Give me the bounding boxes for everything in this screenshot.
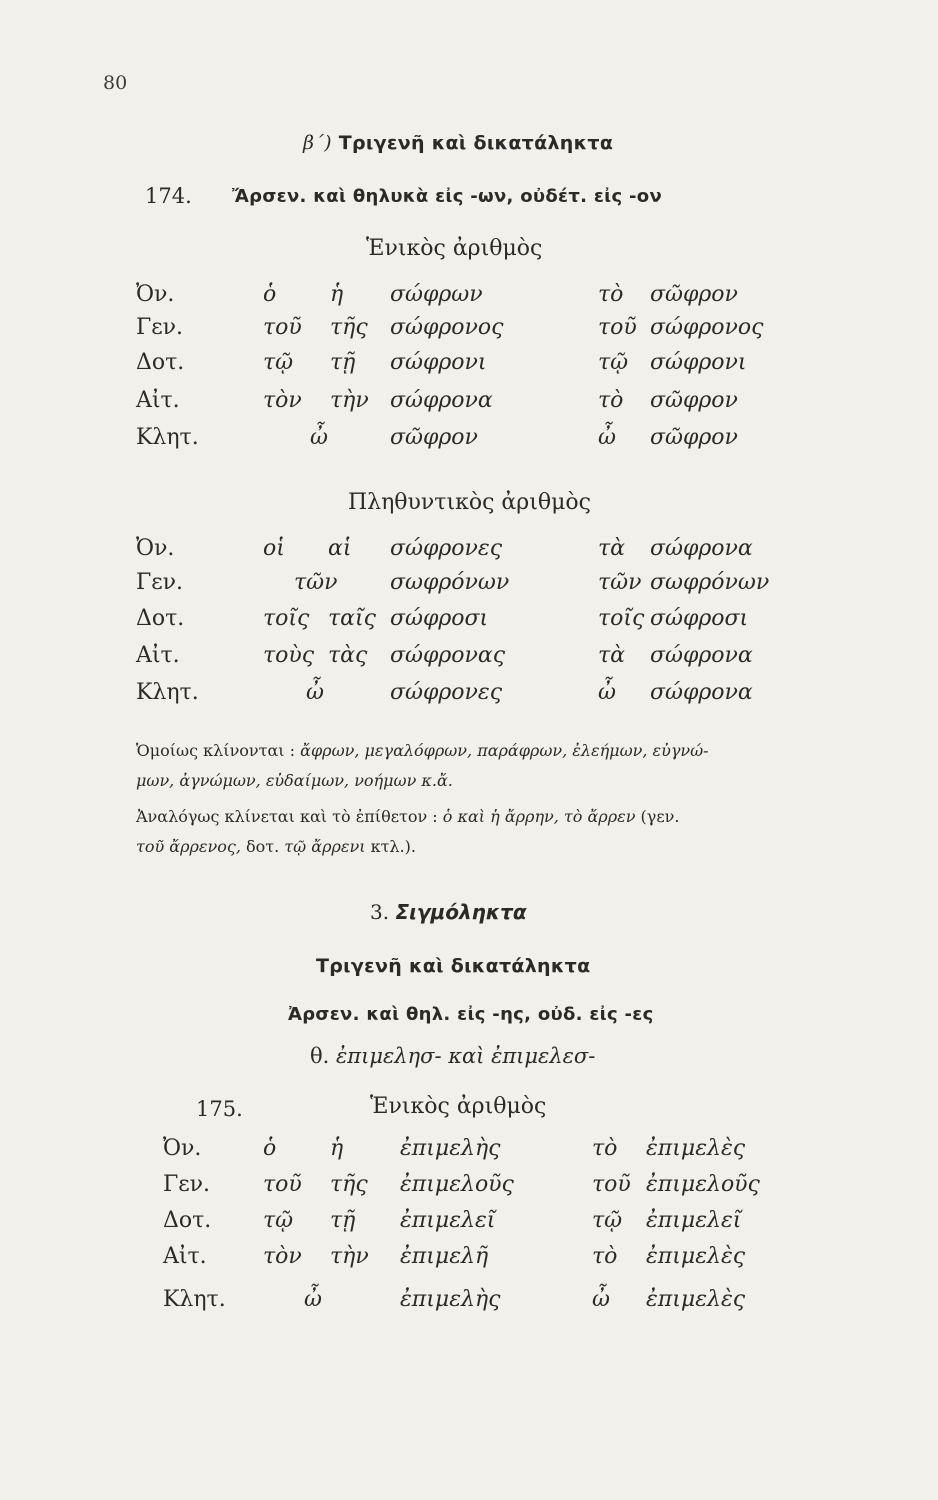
cell-m: οἱ — [263, 536, 285, 561]
cell-mf: ἐπιμελὴς — [400, 1136, 501, 1161]
cell-na: ὦ — [598, 680, 616, 705]
cell-f: τῇ — [330, 350, 356, 375]
cell-case-label: Γεν. — [163, 1172, 211, 1197]
cell-n: σῶφρον — [650, 388, 738, 413]
cell-n: σῶφρον — [650, 282, 738, 307]
cell-mf: σώφροσι — [390, 606, 489, 631]
cell-case-label: Δοτ. — [136, 606, 185, 631]
cell-m: ὁ — [263, 1136, 277, 1161]
note-analogous-dat-form: τῷ ἄρρενι — [284, 837, 366, 856]
cell-mf: σωφρόνων — [390, 570, 510, 595]
note-analogous-forms: ὁ καὶ ἡ ἄρρην, τὸ ἄρρεν — [442, 807, 636, 826]
cell-na: τοῦ — [598, 315, 637, 340]
note-analogous-dat-label: δοτ. — [246, 837, 280, 856]
page-number: 80 — [103, 72, 128, 94]
cell-n: σώφρονος — [650, 315, 764, 340]
note-analogous-line1 — [136, 802, 679, 832]
cell-mf: σῶφρον — [390, 425, 478, 450]
singular-heading-174: Ἑνικὸς ἀριθμὸς — [366, 236, 543, 261]
cell-n: σώφροσι — [650, 606, 749, 631]
cell-case-label: Αἰτ. — [136, 643, 180, 668]
cell-f: ἡ — [330, 1136, 344, 1161]
cell-m: τῷ — [263, 1208, 294, 1233]
cell-case-label: Ὀν. — [163, 1136, 202, 1161]
cell-n: ἐπιμελοῦς — [646, 1172, 760, 1197]
section-174-title: Ἄρσεν. καὶ θηλυκὰ εἰς -ων, οὐδέτ. εἰς -ον — [232, 186, 663, 207]
cell-case-label: Ὀν. — [136, 536, 175, 561]
note-analogous-gen-form: τοῦ ἄρρενος, — [136, 837, 241, 856]
cell-n: σώφρονι — [650, 350, 747, 375]
section-b-title: Τριγενῆ καὶ δικατάληκτα — [338, 132, 614, 154]
note-similar-lead: Ὁμοίως κλίνονται : — [136, 741, 296, 760]
cell-na: τῷ — [598, 350, 629, 375]
cell-mf: σώφρονας — [390, 643, 506, 668]
cell-mf: σώφρονι — [390, 350, 487, 375]
note-analogous-etc: κτλ.). — [370, 837, 416, 856]
cell-case-label: Κλητ. — [136, 425, 199, 450]
cell-na: τῶν — [598, 570, 642, 595]
cell-f: τῆς — [330, 315, 368, 340]
cell-f: αἱ — [328, 536, 352, 561]
cell-n: ἐπιμελὲς — [646, 1287, 746, 1312]
stem-forms: ἐπιμελησ- καὶ ἐπιμελεσ- — [336, 1044, 596, 1068]
cell-m: τὸν — [263, 1244, 302, 1269]
cell-na: τὸ — [592, 1136, 618, 1161]
cell-mf: σώφρονες — [390, 536, 503, 561]
cell-m: τοῦ — [263, 1172, 302, 1197]
cell-f: τῆς — [330, 1172, 368, 1197]
cell-case-label: Ὀν. — [136, 282, 175, 307]
cell-na: τὰ — [598, 643, 626, 668]
note-similar-line1 — [136, 736, 709, 766]
cell-na: τὰ — [598, 536, 626, 561]
cell-f: τὴν — [330, 1244, 369, 1269]
section-3-heading — [370, 900, 527, 924]
plural-heading-174: Πληθυντικὸς ἀριθμὸς — [348, 490, 591, 515]
cell-case-label: Γεν. — [136, 315, 184, 340]
cell-na: τὸ — [598, 282, 624, 307]
section-174-number: 174. — [145, 184, 192, 208]
cell-n: σώφρονα — [650, 680, 753, 705]
cell-mf: ἐπιμελῆ — [400, 1244, 489, 1269]
cell-case-label: Κλητ. — [136, 680, 199, 705]
cell-n: σώφρονα — [650, 536, 753, 561]
singular-heading-175: Ἑνικὸς ἀριθμὸς — [370, 1094, 547, 1119]
section-3-ending: Ἀρσεν. καὶ θηλ. εἰς -ης, οὐδ. εἰς -ες — [288, 1004, 654, 1025]
cell-n: σῶφρον — [650, 425, 738, 450]
cell-na: τὸ — [598, 388, 624, 413]
cell-f: τῇ — [330, 1208, 356, 1233]
cell-case-label: Γεν. — [136, 570, 184, 595]
cell-n: σώφρονα — [650, 643, 753, 668]
cell-m: ὦ — [310, 425, 328, 450]
cell-na: ὦ — [598, 425, 616, 450]
cell-f: τὰς — [328, 643, 368, 668]
cell-n: ἐπιμελεῖ — [646, 1208, 742, 1233]
cell-na: τοῖς — [598, 606, 645, 631]
cell-f: ταῖς — [328, 606, 376, 631]
cell-n: σωφρόνων — [650, 570, 770, 595]
note-similar-line2: μων, ἀγνώμων, εὐδαίμων, νοήμων κ.ἄ. — [136, 771, 453, 790]
cell-na: ὦ — [592, 1287, 610, 1312]
cell-mf: σώφρων — [390, 282, 483, 307]
section-b-label: β΄) — [303, 132, 332, 154]
note-analogous-lead: Ἀναλόγως κλίνεται καὶ τὸ ἐπίθετον : — [136, 807, 438, 826]
cell-n: ἐπιμελὲς — [646, 1136, 746, 1161]
cell-m: ὦ — [304, 1287, 322, 1312]
cell-mf: σώφρονος — [390, 315, 504, 340]
note-similar-words-a: ἄφρων, μεγαλόφρων, παράφρων, ἐλεήμων, εὐγνώ- — [300, 741, 709, 760]
section-3-title: Σιγμόληκτα — [395, 900, 527, 924]
section-3-stems — [310, 1044, 595, 1068]
cell-m: ὁ — [263, 282, 277, 307]
cell-mf: ἐπιμελεῖ — [400, 1208, 496, 1233]
cell-f: ἡ — [330, 282, 344, 307]
cell-f: τὴν — [330, 388, 369, 413]
cell-case-label: Αἰτ. — [136, 388, 180, 413]
section-3-number: 3. — [370, 900, 390, 924]
cell-case-label: Δοτ. — [136, 350, 185, 375]
cell-case-label: Κλητ. — [163, 1287, 226, 1312]
cell-mf: σώφρονες — [390, 680, 503, 705]
cell-m: τῷ — [263, 350, 294, 375]
cell-mf: ἐπιμελοῦς — [400, 1172, 514, 1197]
section-b-heading — [303, 132, 613, 154]
cell-m: τοῦ — [263, 315, 302, 340]
cell-mf: ἐπιμελὴς — [400, 1287, 501, 1312]
stem-label: θ. — [310, 1044, 330, 1068]
cell-case-label: Αἰτ. — [163, 1244, 207, 1269]
cell-m: τοὺς — [263, 643, 315, 668]
note-analogous-line2 — [136, 832, 416, 862]
cell-m: τῶν — [294, 570, 338, 595]
cell-na: τὸ — [592, 1244, 618, 1269]
cell-m: ὦ — [306, 680, 324, 705]
section-3-subtitle: Τριγενῆ καὶ δικατάληκτα — [316, 955, 591, 977]
section-175-number: 175. — [196, 1097, 243, 1121]
cell-m: τὸν — [263, 388, 302, 413]
note-analogous-gen: (γεν. — [640, 807, 680, 826]
cell-m: τοῖς — [263, 606, 310, 631]
cell-n: ἐπιμελὲς — [646, 1244, 746, 1269]
cell-na: τοῦ — [592, 1172, 631, 1197]
cell-na: τῷ — [592, 1208, 623, 1233]
cell-case-label: Δοτ. — [163, 1208, 212, 1233]
cell-mf: σώφρονα — [390, 388, 493, 413]
